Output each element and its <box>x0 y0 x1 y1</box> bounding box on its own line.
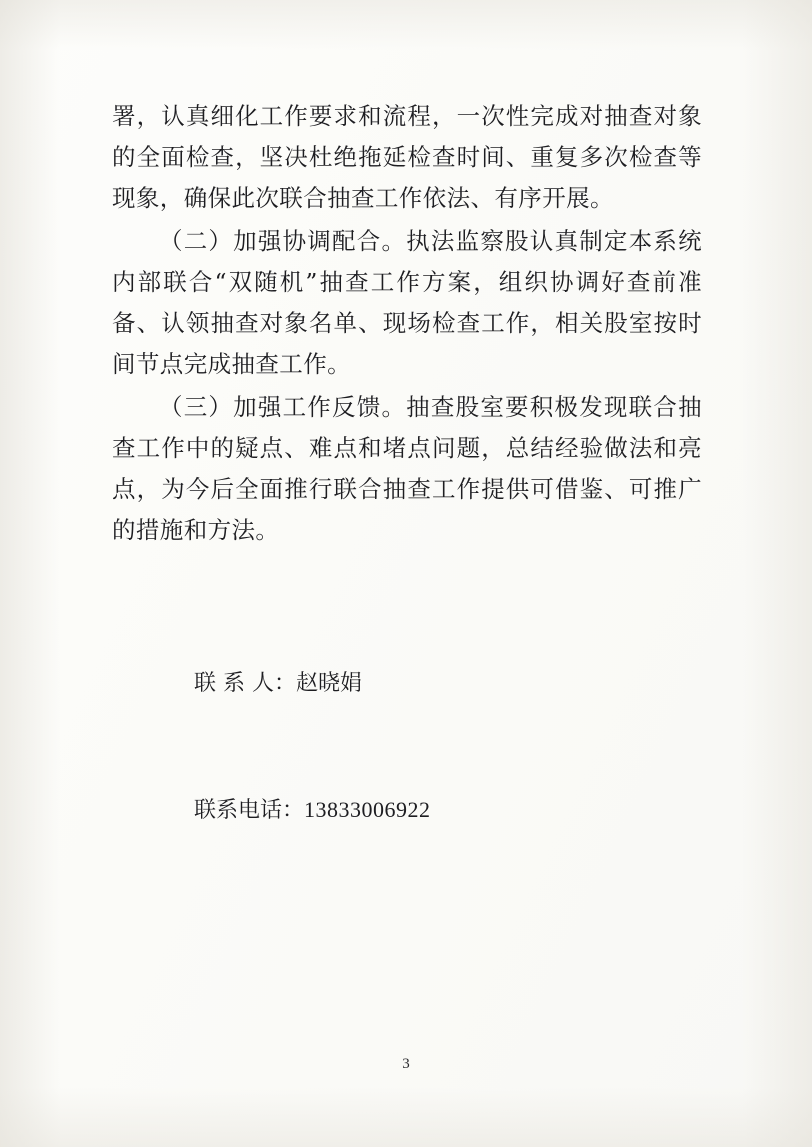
page-shadow-right <box>742 0 812 1147</box>
page-shadow-left <box>0 0 60 1147</box>
paragraph-section-three: （三）加强工作反馈。抽查股室要积极发现联合抽查工作中的疑点、难点和堵点问题，总结经验做法和亮点，为今后全面推行联合抽查工作提供可借鉴、可推广的措施和方法。 <box>112 393 702 544</box>
contact-person-name: 赵晓娟 <box>295 671 362 696</box>
contact-phone-label: 联系电话： <box>193 798 304 823</box>
paragraph-continued: 署，认真细化工作要求和流程，一次性完成对抽查对象的全面检查，坚决杜绝拖延检查时间、重复多次检查等现象，确保此次联合抽查工作依法、有序开展。 <box>112 102 702 212</box>
spacer <box>112 553 702 621</box>
contact-phone-line <box>138 747 702 874</box>
contact-person-line <box>138 621 702 747</box>
page-shadow-bottom <box>0 1087 812 1147</box>
document-body <box>112 96 702 874</box>
contact-block <box>138 621 702 874</box>
page-shadow-top <box>0 0 812 50</box>
paragraph-section-two: （二）加强协调配合。执法监察股认真制定本系统内部联合“双随机”抽查工作方案，组织协调好查前准备、认领抽查对象名单、现场检查工作，相关股室按时间节点完成抽查工作。 <box>112 227 702 378</box>
page-number: 3 <box>402 1056 410 1072</box>
contact-phone-number: 13833006922 <box>303 797 431 822</box>
contact-person-label: 联 系 人： <box>193 671 296 696</box>
